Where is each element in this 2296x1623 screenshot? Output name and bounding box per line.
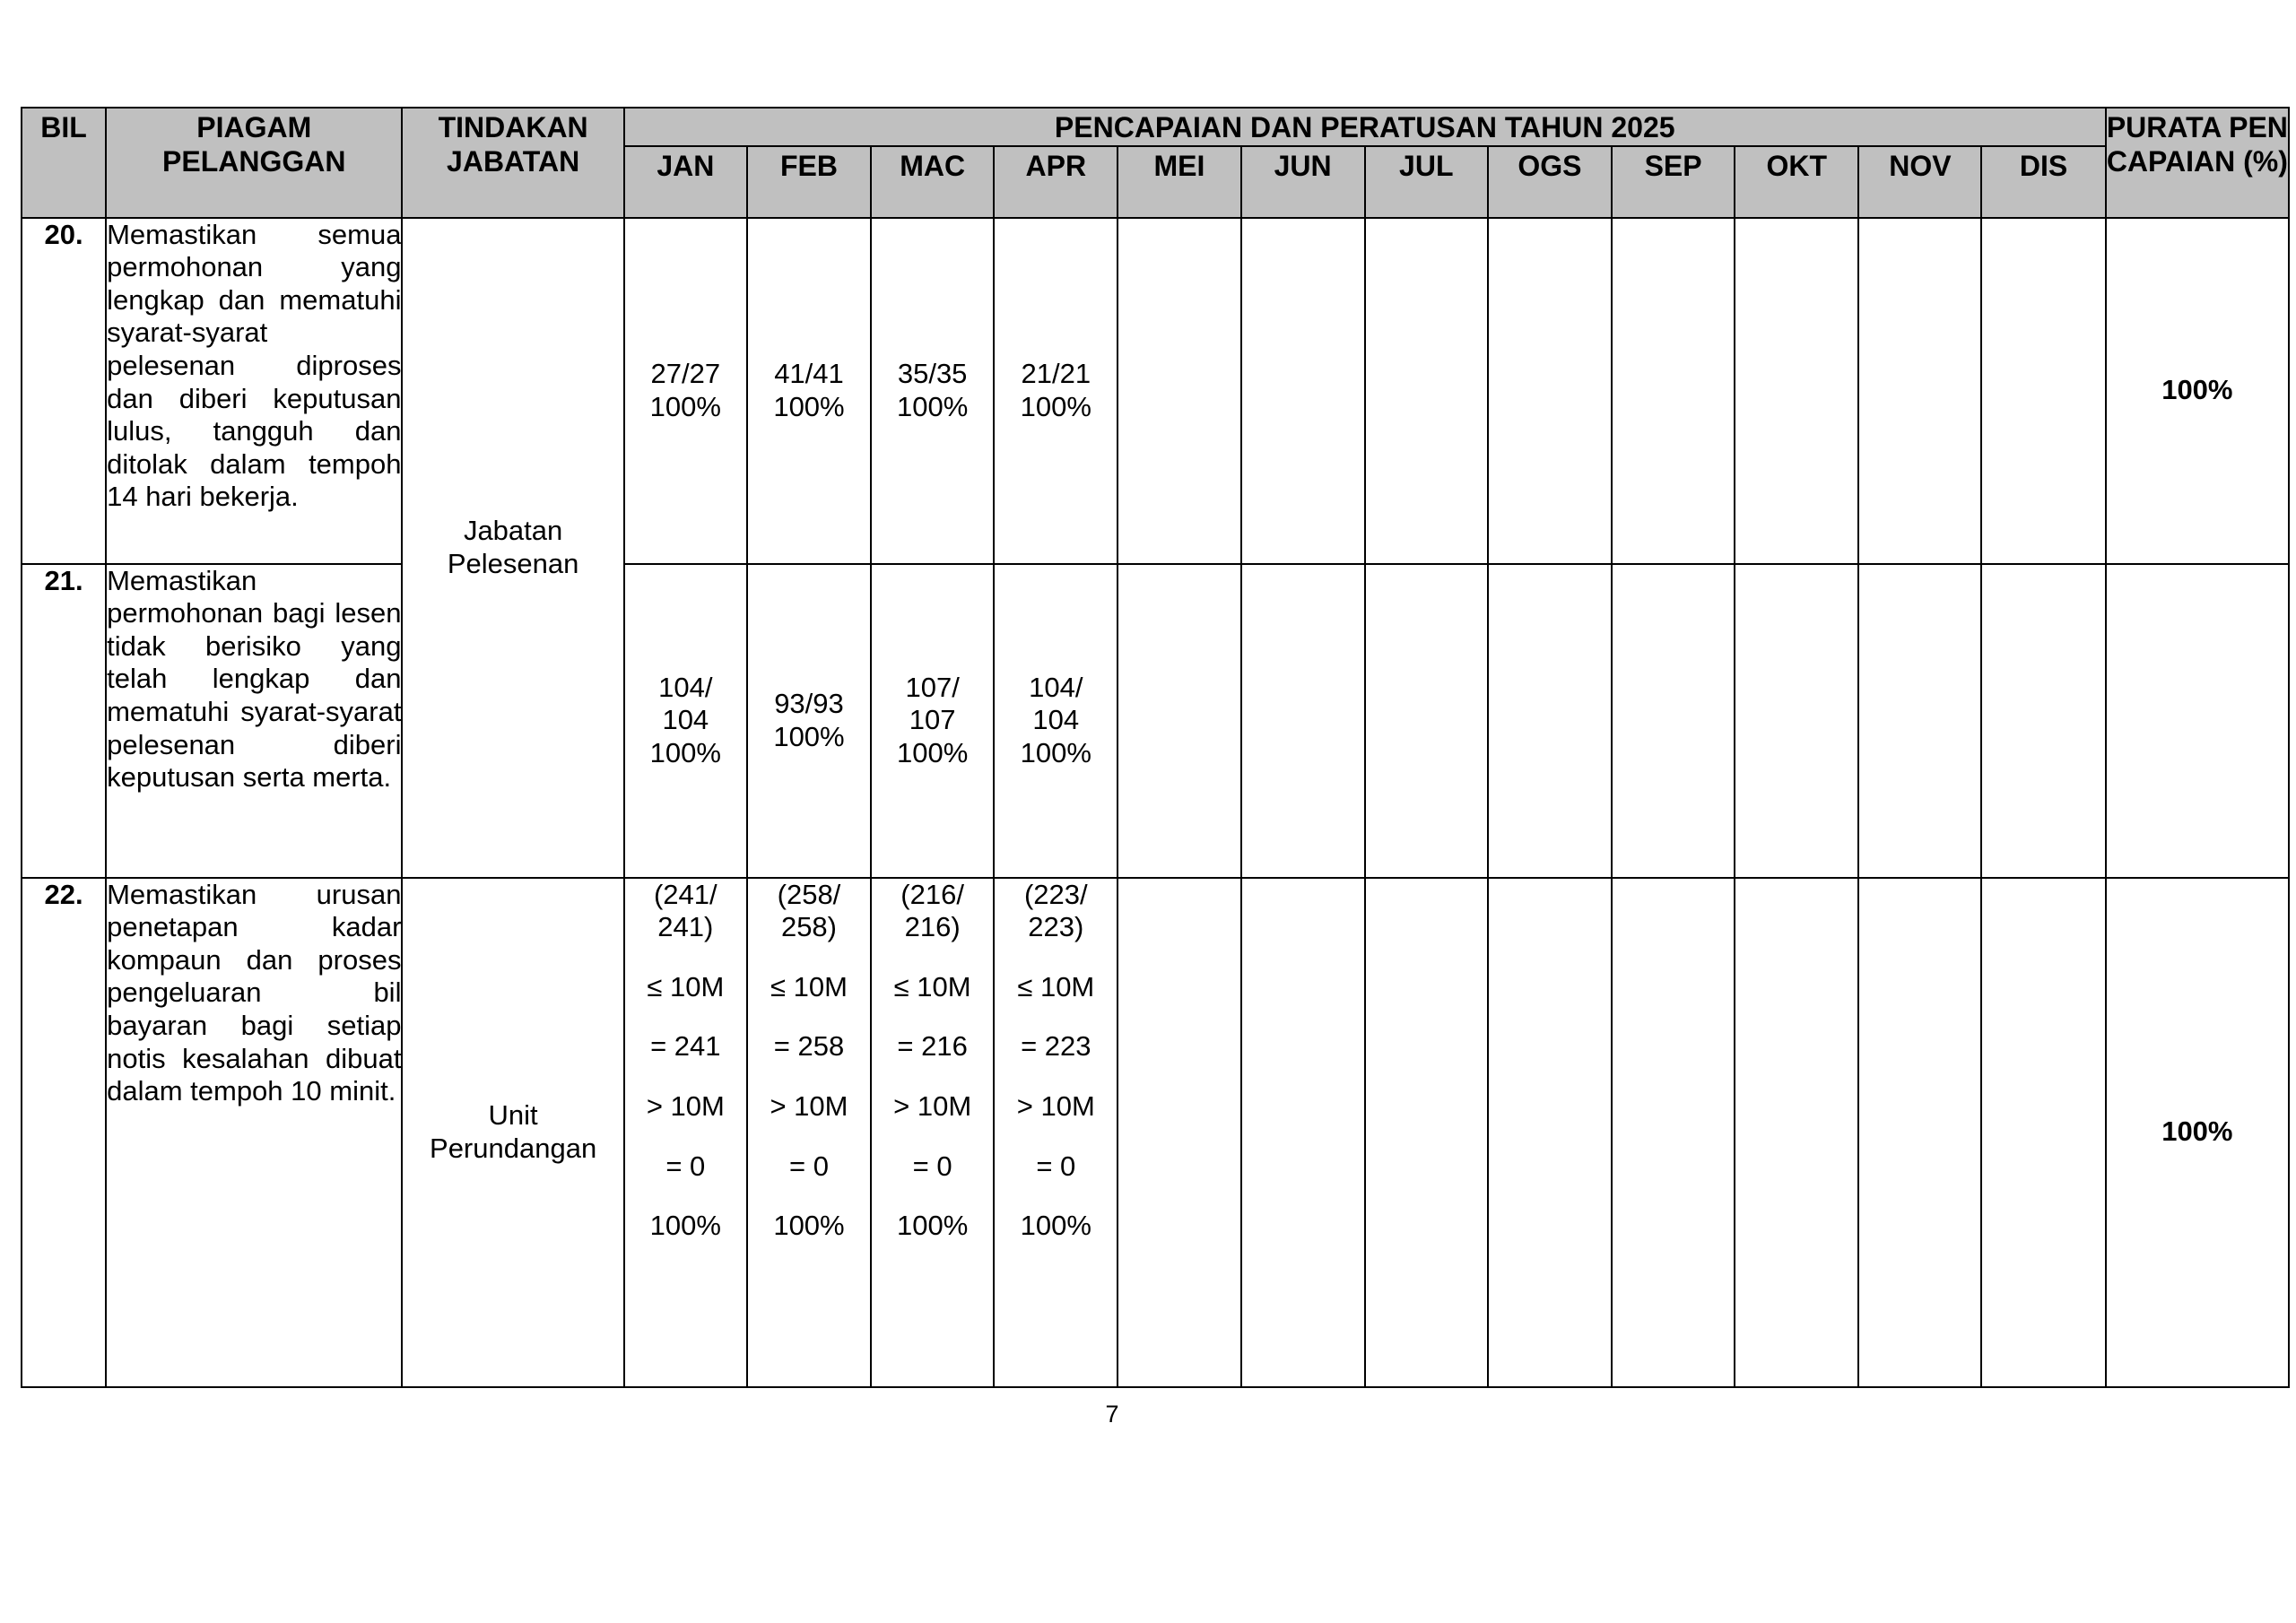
value-mac: (216/ 216) ≤ 10M = 216 > 10M = 0 100% bbox=[871, 878, 994, 1387]
value-apr: 21/21 100% bbox=[994, 218, 1118, 564]
purata-value: 100% bbox=[2106, 218, 2289, 564]
value-dis bbox=[1981, 564, 2105, 878]
header-tindakan: TINDAKAN JABATAN bbox=[402, 108, 623, 218]
header-pencapaian: PENCAPAIAN DAN PERATUSAN TAHUN 2025 bbox=[624, 108, 2106, 146]
piagam-text: Memastikan urusan penetapan kadar kompaun dan proses pengeluaran bil bayaran bagi setiap notis kesalahan dibuat dalam tempoh 10 minit. bbox=[106, 878, 402, 1387]
value-okt bbox=[1735, 218, 1858, 564]
value-jan: 104/ 104 100% bbox=[624, 564, 747, 878]
piagam-text: Memastikan semua permohonan yang lengkap dan mematuhi syarat-syarat pelesenan diproses dan diberi keputusan lulus, tangguh dan ditolak dalam tempoh 14 hari bekerja. bbox=[106, 218, 402, 564]
month-jul: JUL bbox=[1365, 146, 1488, 218]
header-bil: BIL bbox=[22, 108, 106, 218]
piagam-text: Memastikan permohonan bagi lesen tidak berisiko yang telah lengkap dan mematuhi syarat-syarat pelesenan diberi keputusan serta merta. bbox=[106, 564, 402, 878]
month-apr: APR bbox=[994, 146, 1118, 218]
department-pelesenan: Jabatan Pelesenan bbox=[402, 218, 623, 878]
value-apr: 104/ 104 100% bbox=[994, 564, 1118, 878]
value-nov bbox=[1858, 878, 1981, 1387]
month-ogs: OGS bbox=[1488, 146, 1612, 218]
value-apr: (223/ 223) ≤ 10M = 223 > 10M = 0 100% bbox=[994, 878, 1118, 1387]
header-piagam: PIAGAM PELANGGAN bbox=[106, 108, 402, 218]
value-mac: 35/35 100% bbox=[871, 218, 994, 564]
value-mei bbox=[1118, 564, 1240, 878]
header-purata: PURATA PENCAPAIAN (%) bbox=[2106, 108, 2289, 218]
value-mei bbox=[1118, 878, 1240, 1387]
row-number: 21. bbox=[22, 564, 106, 878]
value-nov bbox=[1858, 218, 1981, 564]
row-number: 20. bbox=[22, 218, 106, 564]
table-row-21 bbox=[22, 564, 2289, 878]
month-mei: MEI bbox=[1118, 146, 1240, 218]
value-ogs bbox=[1488, 218, 1612, 564]
value-ogs bbox=[1488, 564, 1612, 878]
value-mac: 107/ 107 100% bbox=[871, 564, 994, 878]
value-okt bbox=[1735, 878, 1858, 1387]
value-jun bbox=[1241, 564, 1365, 878]
month-mac: MAC bbox=[871, 146, 994, 218]
department-perundangan: Unit Perundangan bbox=[402, 878, 623, 1387]
value-feb: 93/93 100% bbox=[747, 564, 871, 878]
value-feb: (258/ 258) ≤ 10M = 258 > 10M = 0 100% bbox=[747, 878, 871, 1387]
month-jun: JUN bbox=[1241, 146, 1365, 218]
purata-value: 100% bbox=[2106, 878, 2289, 1387]
value-sep bbox=[1612, 564, 1735, 878]
value-sep bbox=[1612, 878, 1735, 1387]
value-jul bbox=[1365, 218, 1488, 564]
value-sep bbox=[1612, 218, 1735, 564]
value-dis bbox=[1981, 878, 2105, 1387]
table-row-22 bbox=[22, 878, 2289, 1387]
value-okt bbox=[1735, 564, 1858, 878]
value-mei bbox=[1118, 218, 1240, 564]
value-jul bbox=[1365, 878, 1488, 1387]
month-feb: FEB bbox=[747, 146, 871, 218]
value-jan: (241/ 241) ≤ 10M = 241 > 10M = 0 100% bbox=[624, 878, 747, 1387]
month-jan: JAN bbox=[624, 146, 747, 218]
value-jul bbox=[1365, 564, 1488, 878]
value-ogs bbox=[1488, 878, 1612, 1387]
month-sep: SEP bbox=[1612, 146, 1735, 218]
month-okt: OKT bbox=[1735, 146, 1858, 218]
performance-table bbox=[21, 107, 2290, 1388]
value-dis bbox=[1981, 218, 2105, 564]
month-dis: DIS bbox=[1981, 146, 2105, 218]
table-row-20 bbox=[22, 218, 2289, 564]
purata-value bbox=[2106, 564, 2289, 878]
value-nov bbox=[1858, 564, 1981, 878]
value-feb: 41/41 100% bbox=[747, 218, 871, 564]
value-jun bbox=[1241, 218, 1365, 564]
value-jan: 27/27 100% bbox=[624, 218, 747, 564]
value-jun bbox=[1241, 878, 1365, 1387]
row-number: 22. bbox=[22, 878, 106, 1387]
page-number: 7 bbox=[1105, 1401, 1119, 1428]
month-nov: NOV bbox=[1858, 146, 1981, 218]
